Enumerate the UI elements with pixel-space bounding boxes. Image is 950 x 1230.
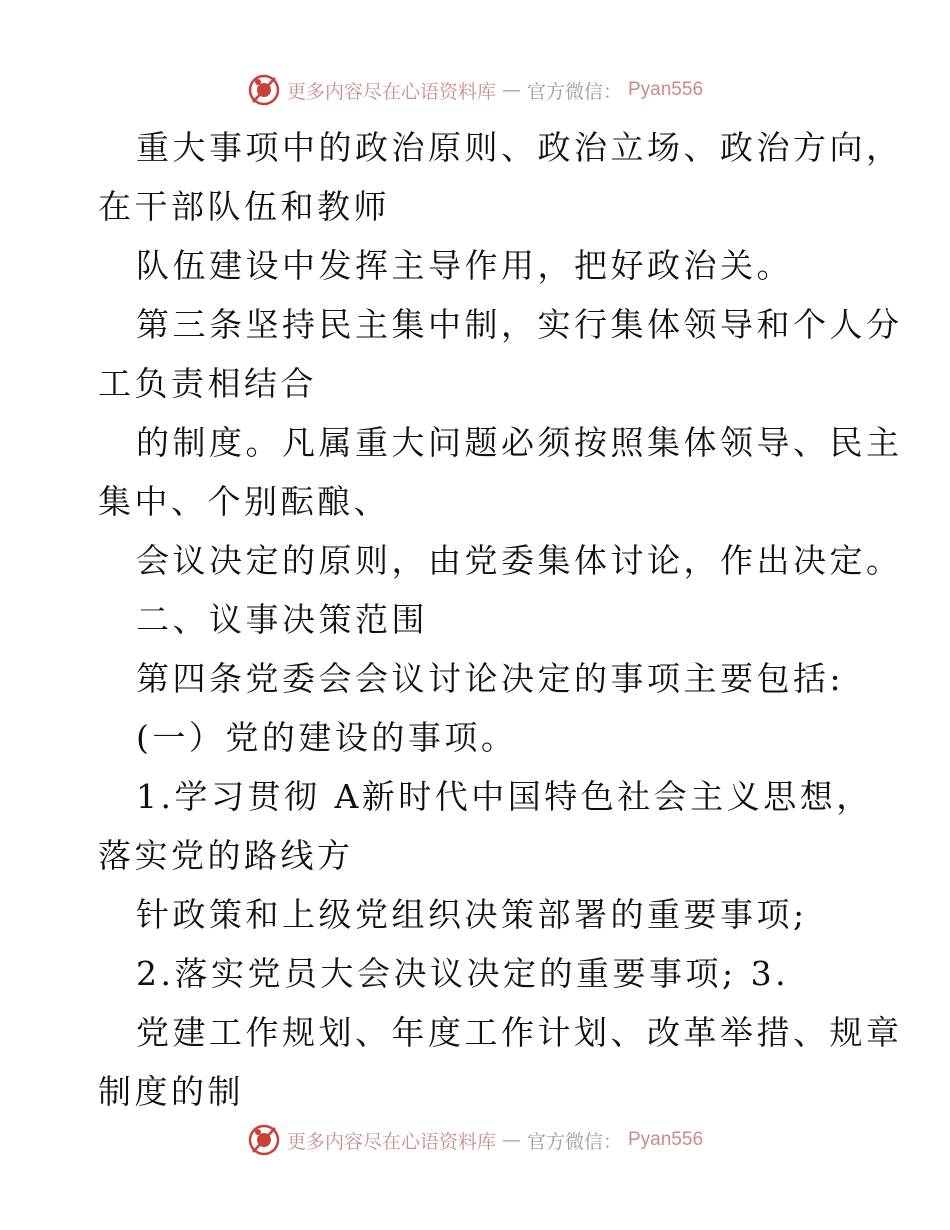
paragraph-line: 队伍建设中发挥主导作用，把好政治关。 [136, 246, 793, 285]
paragraph-line: 制度的制 [98, 1072, 244, 1111]
paragraph-9 [98, 767, 873, 885]
banner-wechat-id: Pyan556 [628, 1129, 704, 1150]
paragraph-line: 第四条党委会会议讨论决定的事项主要包括: [136, 659, 845, 698]
paragraph-12 [98, 1003, 903, 1121]
paragraph-8 [98, 708, 858, 767]
paragraph-line: 的制度。凡属重大问题必须按照集体领导、民主 [136, 423, 903, 462]
paragraph-line: 2.落实党员大会决议决定的重要事项; 3. [136, 954, 790, 993]
banner-separator: — [501, 1129, 521, 1151]
paragraph-line: 第三条坚持民主集中制，实行集体领导和个人分 [136, 305, 903, 344]
paragraph-7 [98, 649, 858, 708]
footer-watermark-banner [0, 1120, 950, 1160]
paragraph-line: 落实党的路线方 [98, 836, 354, 875]
banner-wechat-id: Pyan556 [628, 79, 704, 100]
paragraph-2 [98, 236, 858, 295]
banner-sub-text: 官方微信： [526, 1130, 622, 1153]
document-body [98, 118, 903, 1121]
header-watermark-banner [0, 70, 950, 110]
paragraph-10 [98, 885, 858, 944]
paragraph-line: 重大事项中的政治原则、政治立场、政治方向， [136, 128, 903, 167]
paragraph-line: 1.学习贯彻 A新时代中国特色社会主义思想， [136, 777, 873, 816]
paragraph-line: 二、议事决策范围 [136, 600, 428, 639]
paragraph-3 [98, 295, 903, 413]
paragraph-line: 集中、个别酝酿、 [98, 482, 390, 521]
paragraph-line: 针政策和上级党组织决策部署的重要事项; [136, 895, 808, 934]
paragraph-4 [98, 413, 903, 531]
brand-logo-icon [247, 73, 281, 107]
banner-main-text: 更多内容尽在心语资料库 [286, 80, 496, 103]
paragraph-line: 在干部队伍和教师 [98, 187, 390, 226]
paragraph-line: 会议决定的原则，由党委集体讨论，作出决定。 [136, 541, 903, 580]
paragraph-11 [98, 944, 858, 1003]
banner-sub-text: 官方微信： [526, 80, 622, 103]
paragraph-5 [98, 531, 903, 590]
paragraph-1 [98, 118, 903, 236]
paragraph-line: 党建工作规划、年度工作计划、改革举措、规章 [136, 1013, 903, 1052]
paragraph-line: 工负责相结合 [98, 364, 317, 403]
banner-main-text: 更多内容尽在心语资料库 [286, 1130, 496, 1153]
brand-logo-icon [247, 1123, 281, 1157]
banner-separator: — [501, 79, 521, 101]
paragraph-line: (一）党的建设的事项。 [136, 718, 518, 757]
section-heading [98, 590, 858, 649]
